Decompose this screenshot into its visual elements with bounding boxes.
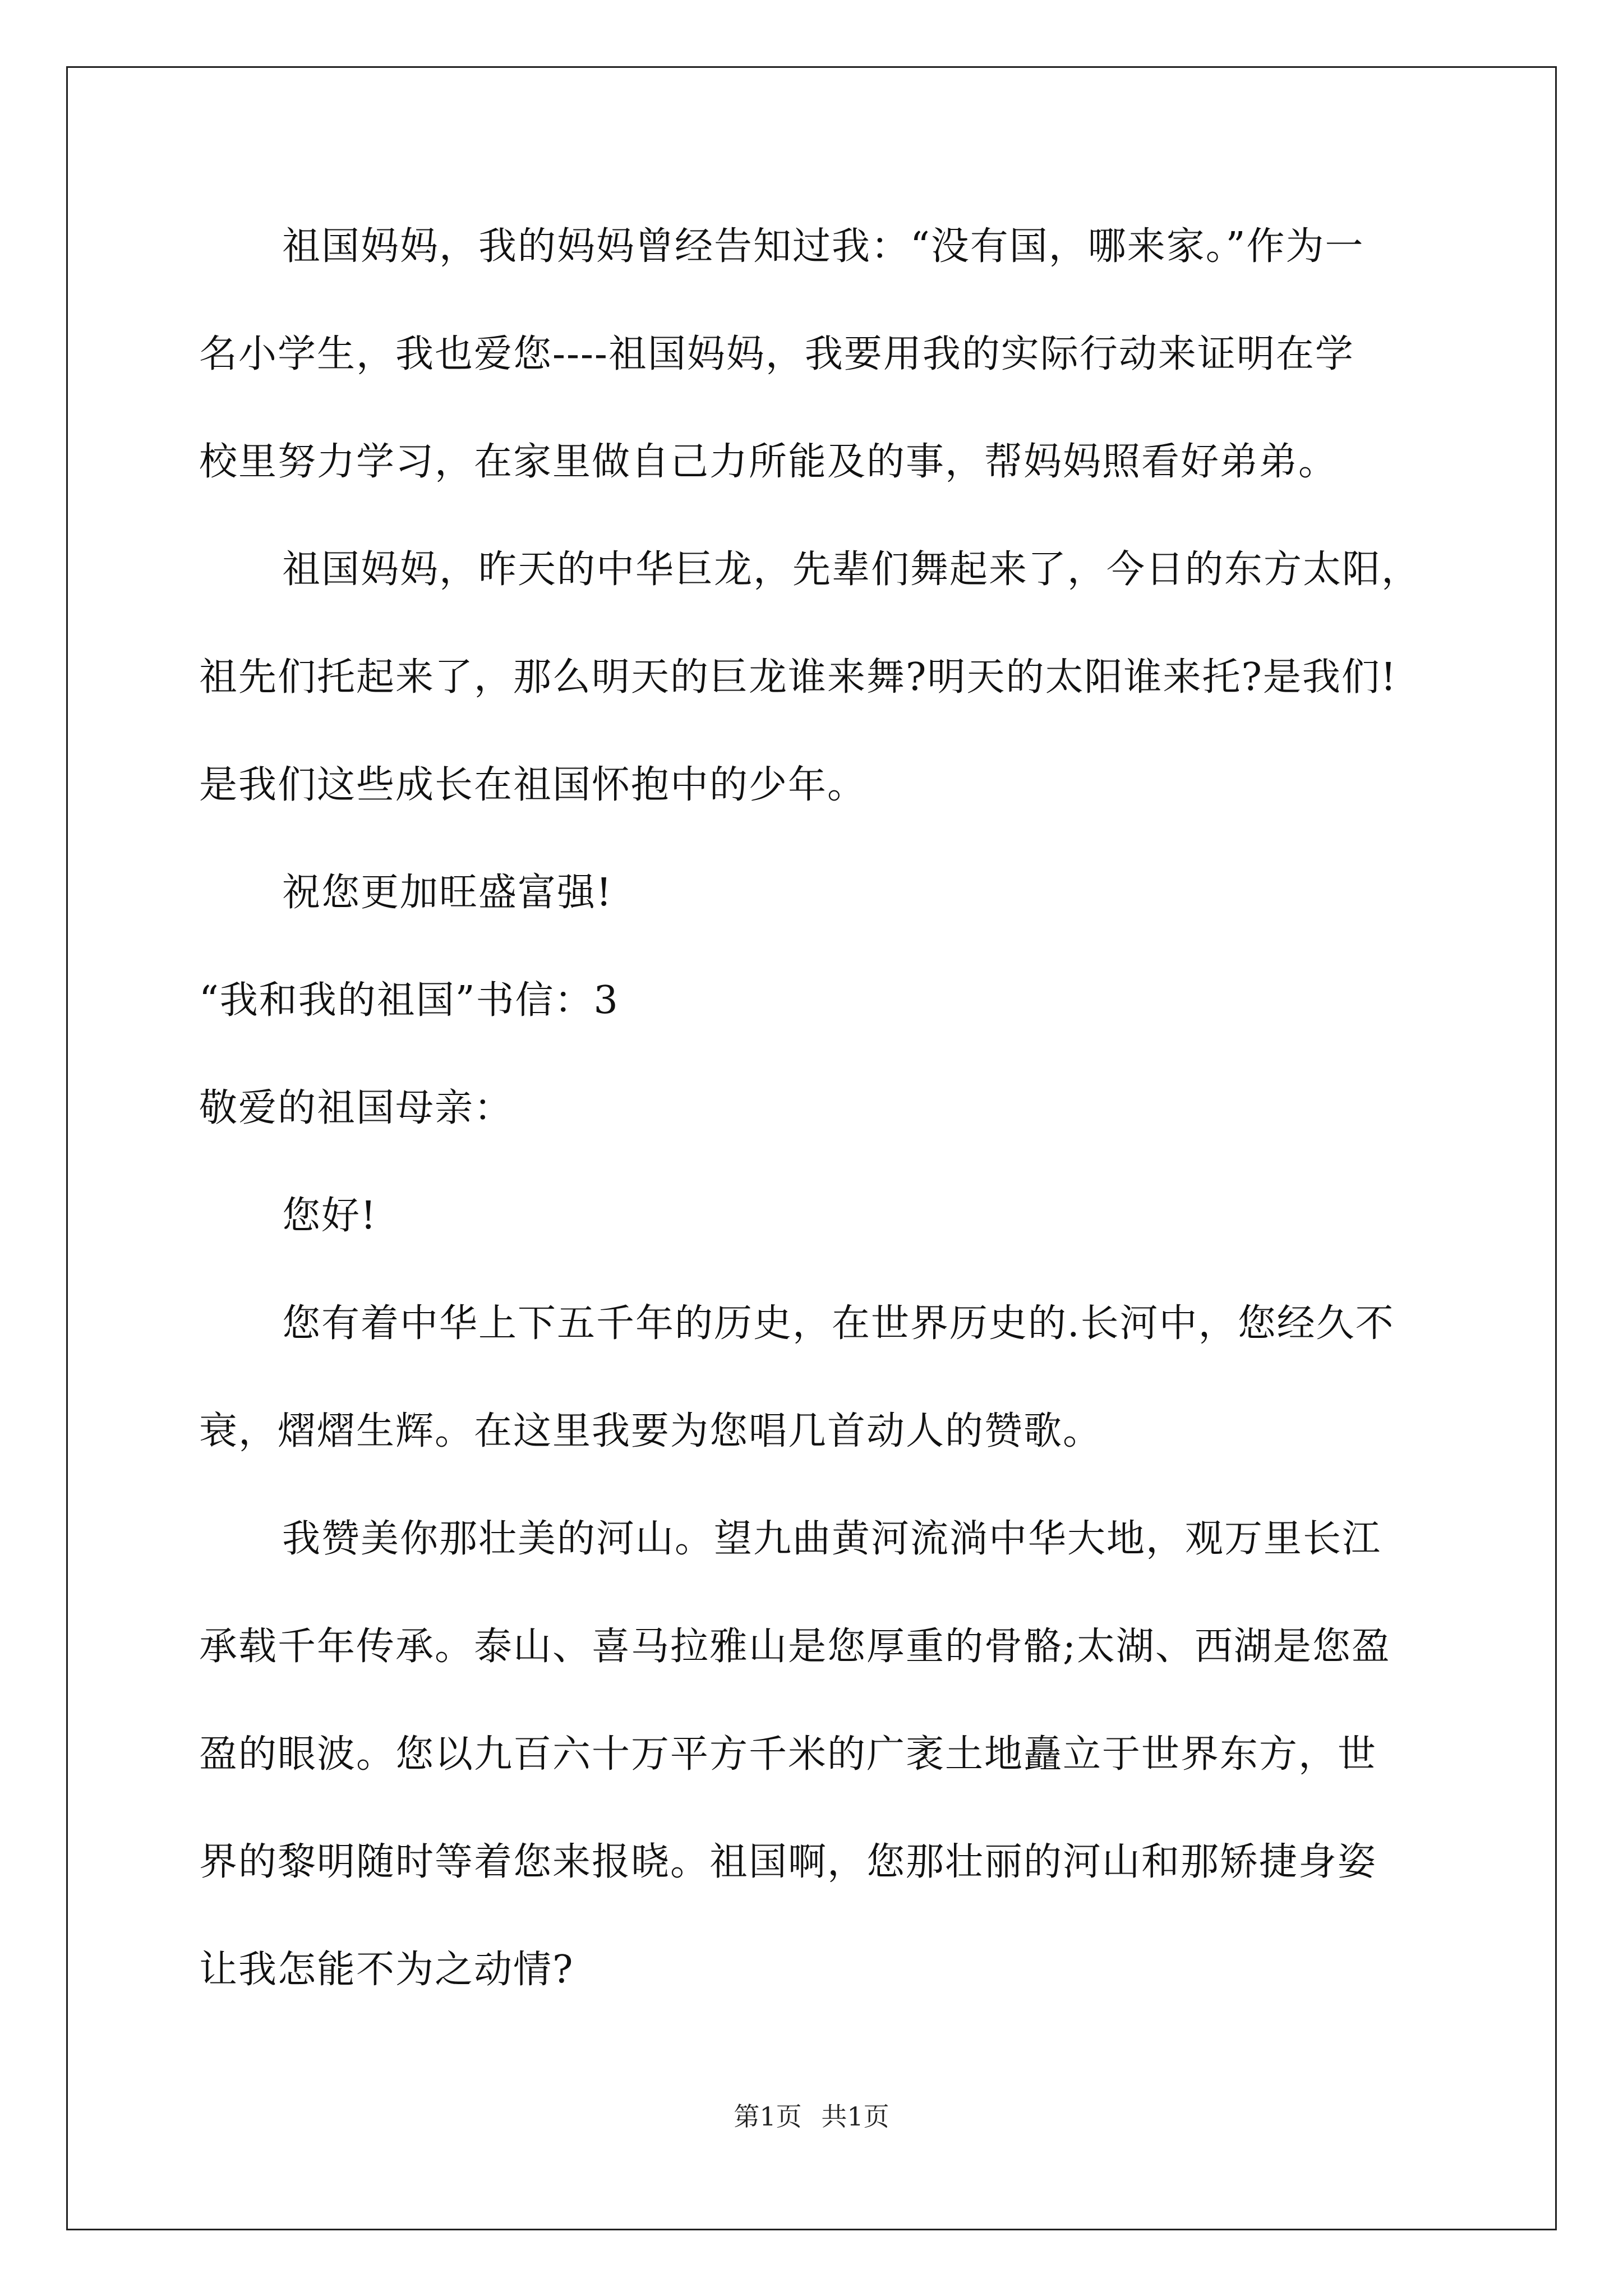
paragraph-line: 盈的眼波。您以九百六十万平方千米的广袤土地矗立于世界东方，世 [199, 1732, 1377, 1777]
page-footer [0, 2100, 1623, 2133]
paragraph-line: 承载千年传承。泰山、喜马拉雅山是您厚重的骨骼;太湖、西湖是您盈 [199, 1625, 1391, 1669]
greeting: 您好! [282, 1194, 377, 1238]
page-number-current: 第1页 [734, 2101, 802, 2132]
paragraph-line: 是我们这些成长在祖国怀抱中的少年。 [199, 763, 867, 807]
paragraph-line: 祖国妈妈，昨天的中华巨龙，先辈们舞起来了，今日的东方太阳， [282, 547, 1421, 592]
paragraph-line: 让我怎能不为之动情? [199, 1948, 574, 1992]
section-heading: “我和我的祖国”书信：3 [199, 978, 619, 1023]
paragraph-line: 名小学生，我也爱您----祖国妈妈，我要用我的实际行动来证明在学 [199, 332, 1354, 376]
paragraph-line: 界的黎明随时等着您来报晓。祖国啊，您那壮丽的河山和那矫捷身姿 [199, 1840, 1377, 1884]
closing-wish: 祝您更加旺盛富强! [282, 871, 613, 915]
paragraph-line: 祖国妈妈，我的妈妈曾经告知过我：“没有国，哪来家。”作为一 [282, 224, 1364, 269]
salutation: 敬爱的祖国母亲： [199, 1086, 514, 1130]
paragraph-line: 校里努力学习，在家里做自己力所能及的事，帮妈妈照看好弟弟。 [199, 440, 1338, 484]
paragraph-line: 祖先们托起来了，那么明天的巨龙谁来舞?明天的太阳谁来托?是我们! [199, 655, 1398, 700]
page-number-total: 共1页 [821, 2101, 889, 2132]
paragraph-line: 您有着中华上下五千年的历史，在世界历史的.长河中，您经久不 [282, 1301, 1395, 1346]
paragraph-line: 我赞美你那壮美的河山。望九曲黄河流淌中华大地，观万里长江 [282, 1517, 1382, 1561]
letter-body [199, 219, 1427, 2050]
paragraph-line: 衰，熠熠生辉。在这里我要为您唱几首动人的赞歌。 [199, 1409, 1103, 1453]
